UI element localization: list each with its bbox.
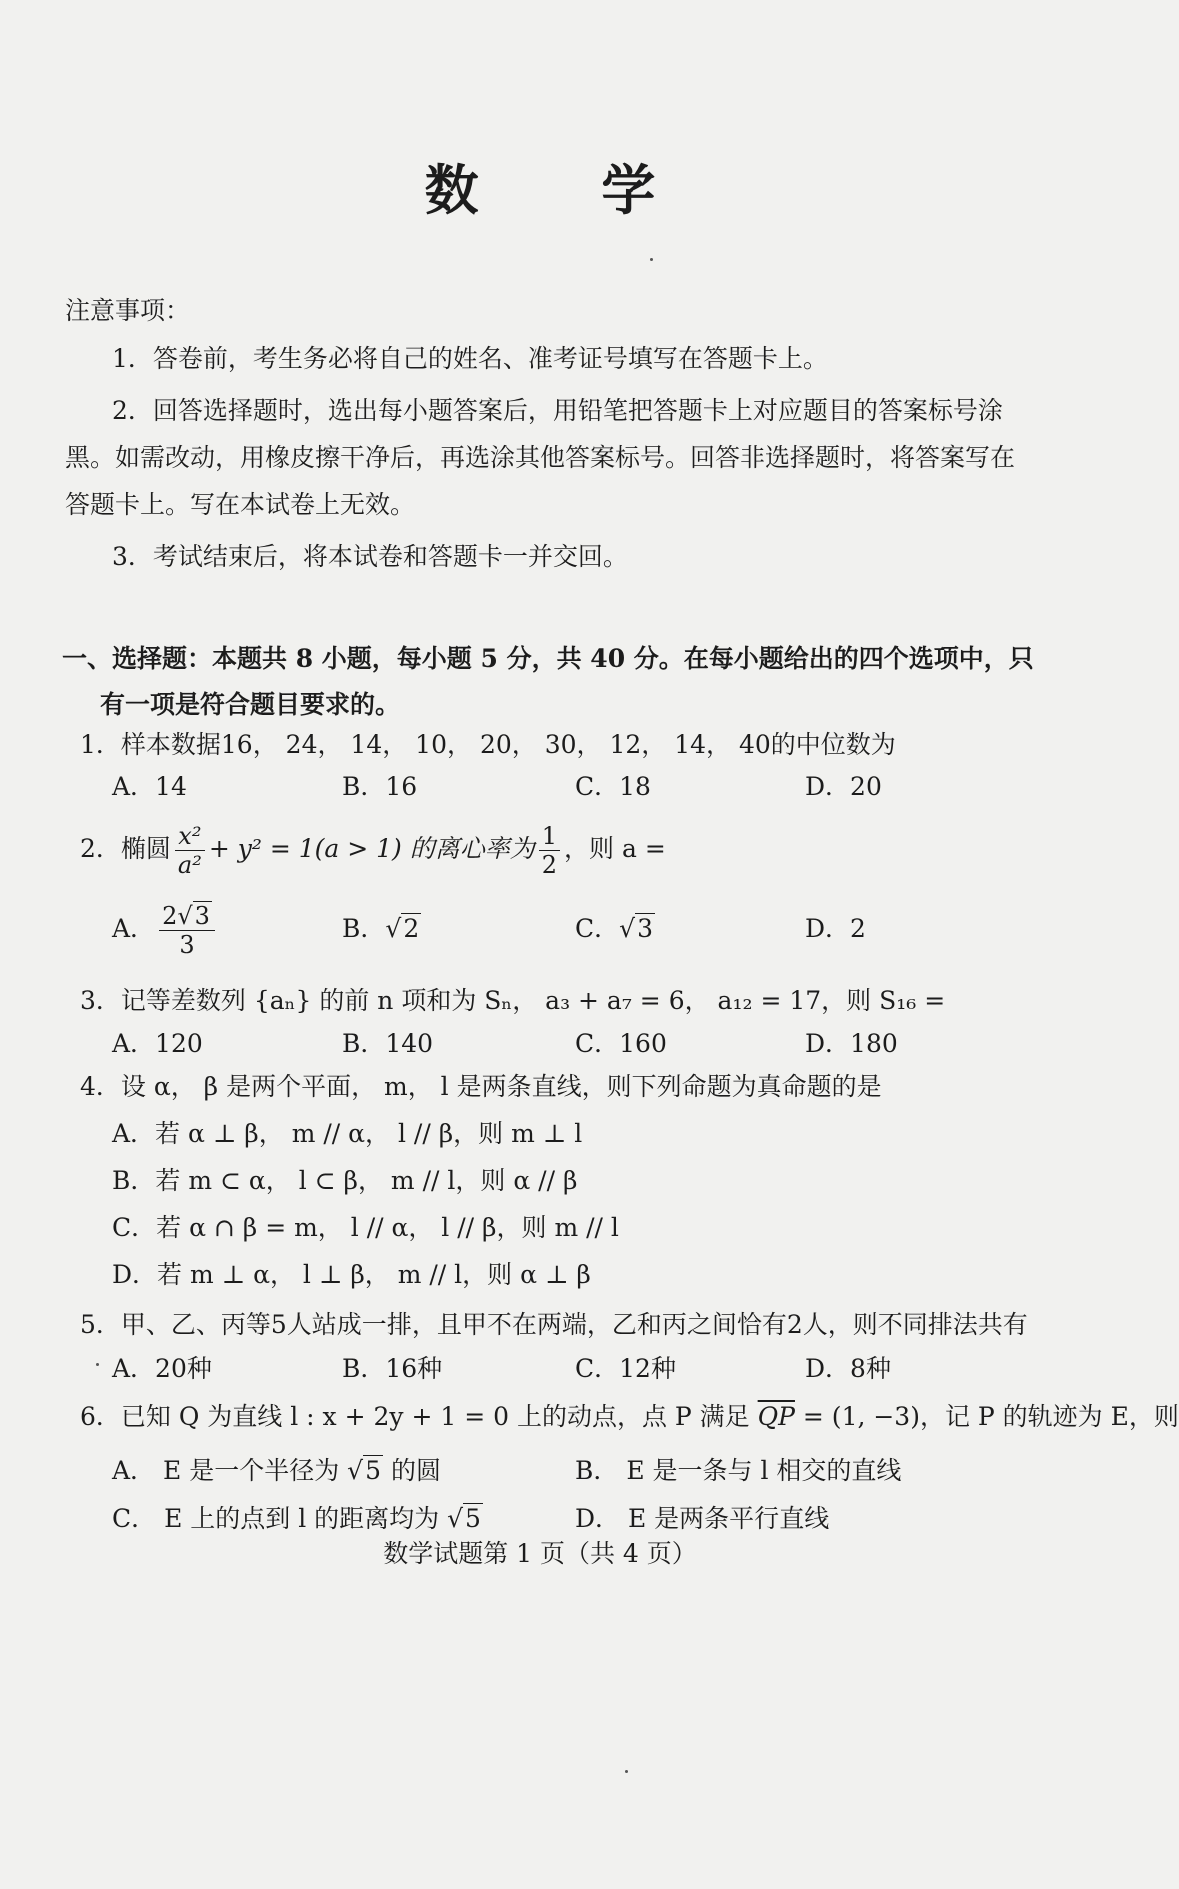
vector-qp: $\overline{QP}$ [757,1402,795,1431]
question-6-option-a-text: A． E 是一个半径为 [112,1456,348,1485]
question-3-option-a: A．120 [112,1029,203,1058]
scan-speck [96,1363,99,1366]
eccentricity-fraction [539,822,560,879]
option-c-radicand: 3 [637,914,653,943]
page-footer: 数学试题第 1 页（共 4 页） [383,1539,697,1568]
question-6-option-b: B． E 是一条与 l 相交的直线 [575,1456,902,1485]
question-1-stem: 1．样本数据16， 24， 14， 10， 20， 30， 12， 14， 40的中位数为 [80,730,896,759]
question-2-option-c [575,912,655,946]
question-4-option-c: C．若 α ∩ β = m， l // α， l // β，则 m // l [112,1213,619,1242]
option-a-coefficient: 2 [162,902,178,930]
question-5-stem: 5．甲、乙、丙等5人站成一排，且甲不在两端，乙和丙之间恰有2人，则不同排法共有 [80,1310,1028,1339]
question-6-stem [80,1400,1179,1434]
ellipse-fraction-denominator: a² [177,851,202,879]
scan-speck [625,1770,628,1773]
question-4-option-b: B．若 m ⊂ α， l ⊂ β， m // l，则 α // β [112,1166,578,1195]
eccentricity-numerator: 1 [539,822,560,851]
question-2-option-a [112,902,219,959]
note-item-3: 3．考试结束后，将本试卷和答题卡一并交回。 [112,542,628,571]
question-2-option-c-label: C． [575,914,620,943]
question-6-option-c [112,1502,483,1536]
sqrt-icon: √ [347,1456,364,1485]
question-1-option-d: D．20 [805,772,882,801]
section-heading-line-1: 一、选择题：本题共 8 小题，每小题 5 分，共 40 分。在每小题给出的四个选项中，只 [62,644,1034,673]
section-heading-line-2: 有一项是符合题目要求的。 [100,690,401,719]
question-3-option-d: D．180 [805,1029,898,1058]
question-2-option-d: D．2 [805,914,866,943]
eccentricity-denominator: 2 [541,851,558,879]
question-3-option-b: B．140 [342,1029,434,1058]
question-5-option-d: D．8种 [805,1354,891,1383]
question-4-option-a: A．若 α ⊥ β， m // α， l // β，则 m ⊥ l [112,1119,583,1148]
option-c-sqrt-radicand: 5 [465,1504,481,1533]
question-6-stem-end: = (1, −3)，记 P 的轨迹为 E，则 [794,1402,1179,1431]
option-a-sqrt-radicand: 5 [365,1456,381,1485]
question-2-stem [80,822,666,879]
question-2-option-b-label: B． [342,914,386,943]
question-3-stem: 3．记等差数列 {aₙ} 的前 n 项和为 Sₙ， a₃ + a₇ = 6， a₁₂ = 17，则 S₁₆ = [80,986,946,1015]
note-item-2-line-3: 答题卡上。写在本试卷上无效。 [65,490,416,519]
option-a-radicand: 3 [194,902,210,930]
question-1-option-b: B．16 [342,772,418,801]
question-6-option-a [112,1454,441,1488]
question-6-option-d: D． E 是两条平行直线 [575,1504,830,1533]
ellipse-fraction-numerator: x² [175,822,205,851]
question-5-option-a: A．20种 [112,1354,212,1383]
question-5-option-c: C．12种 [575,1354,676,1383]
option-a-numerator [159,902,215,931]
option-b-radicand: 2 [403,914,420,943]
question-2-equation: + y² = 1(a > 1) 的离心率为 [208,834,535,863]
sqrt-icon: √ [177,902,193,930]
question-6-option-c-text: C． E 上的点到 l 的距离均为 [112,1504,448,1533]
question-2-option-a-label: A． [112,914,156,943]
question-6-stem-start: 6．已知 Q 为直线 l : x + 2y + 1 = 0 上的动点，点 P 满足 [80,1402,758,1431]
question-1-option-c: C．18 [575,772,651,801]
option-a-fraction [159,902,215,959]
notes-heading: 注意事项： [65,296,191,325]
note-item-2-line-1: 2．回答选择题时，选出每小题答案后，用铅笔把答题卡上对应题目的答案标号涂 [112,396,1003,425]
sqrt-icon: √ [447,1504,464,1533]
sqrt-icon: √ [385,914,402,943]
question-1-option-a: A．14 [112,772,187,801]
question-2-option-b [342,912,421,946]
ellipse-fraction [175,822,205,879]
question-2-suffix: ，则 a = [564,834,666,863]
page-title: 数 学 [424,158,708,222]
question-2-prefix: 2．椭圆 [80,834,171,863]
question-4-stem: 4．设 α， β 是两个平面， m， l 是两条直线，则下列命题为真命题的是 [80,1072,882,1101]
sqrt-icon: √ [619,914,636,943]
option-a-denominator: 3 [179,931,195,959]
scan-speck [650,258,653,261]
question-4-option-d: D．若 m ⊥ α， l ⊥ β， m // l，则 α ⊥ β [112,1260,591,1289]
note-item-2-line-2: 黑。如需改动，用橡皮擦干净后，再选涂其他答案标号。回答非选择题时，将答案写在 [65,443,1016,472]
note-item-1: 1．答卷前，考生务必将自己的姓名、准考证号填写在答题卡上。 [112,344,828,373]
question-6-option-a-end: 的圆 [383,1456,441,1485]
question-5-option-b: B．16种 [342,1354,443,1383]
question-3-option-c: C．160 [575,1029,667,1058]
